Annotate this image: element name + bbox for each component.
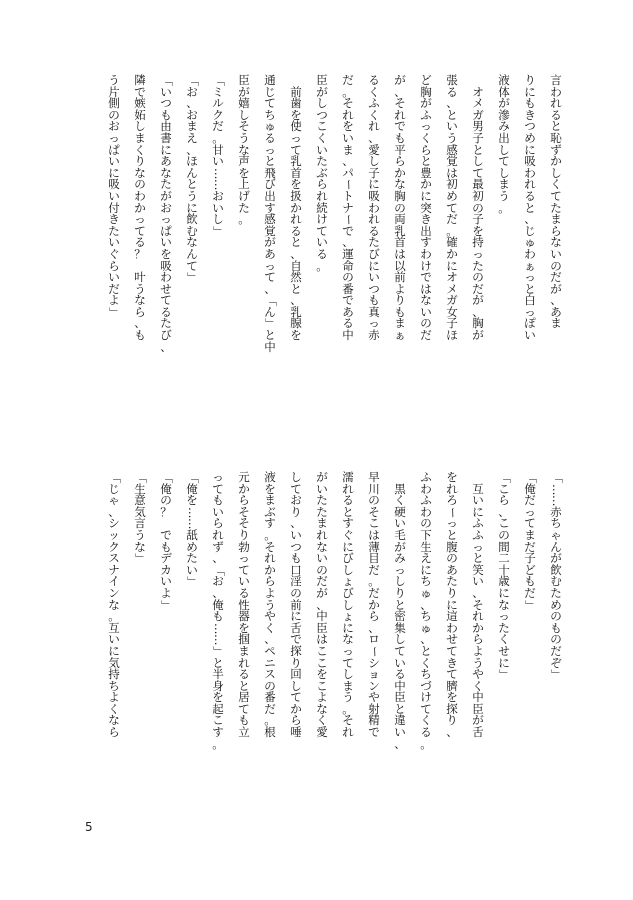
text-block-top	[97, 75, 567, 387]
text-column: 臣 が 嬉 し そ う な 声 を 上 げ た 。	[238, 73, 250, 227]
text-column: 「 ミ ル ク だ 。 甘 い … … お い し 」	[211, 75, 226, 238]
text-column: オ メ ガ 男 子 と し て 最 初 の 子 を 持 っ た の だ が 、 胸 が	[472, 84, 484, 343]
text-column: 「 俺 の ？ で も デ カ い よ 」	[159, 472, 174, 612]
text-column: う 片 側 の お っ ぱ い に 吸 い 付 き た い ぐ ら い だ よ 」	[107, 73, 122, 319]
text-column: ど 胸 が ふ っ く ら と 豊 か に 突 き 出 す わ け で は な い の だ	[420, 73, 432, 343]
text-column: 通 じ て ち ゅ る っ と 飛 び 出 す 感 覚 が あ っ て 、 「 ん 」 と 中	[263, 73, 278, 354]
text-column: 「 生 意 気 言 う な 」	[133, 472, 148, 565]
text-column: 「 俺 だ っ て ま だ 子 ど も だ 」	[523, 472, 538, 612]
text-column: 「 俺 を … … 舐 め た い 」	[185, 472, 200, 588]
text-column: 言 わ れ る と 恥 ず か し く て た ま ら な い の だ が 、 あ ま	[550, 73, 562, 331]
text-column: 「 … … 赤 ち ゃ ん が 飲 む た め の も の だ ぞ 」	[549, 472, 564, 681]
text-column: 隣 で 嫉 妬 し ま く り な の わ か っ て る ？ 叶 う な ら 、 も	[134, 73, 146, 343]
text-column: 「 い つ も 由 書 に あ な た が お っ ぱ い を 吸 わ せ て る た び 、	[159, 75, 174, 354]
text-column: 臣 が し つ こ く い た ぶ ら れ 続 け て い る 。	[316, 73, 328, 273]
text-column: 液 を ま ぶ す 。 そ れ か ら よ う や く 、 ペ ニ ス の 番 だ 。 根	[264, 470, 276, 740]
page-number: 5	[85, 820, 93, 834]
text-column: 前 歯 を 使 っ て 乳 首 を 扱 か れ る と 、 自 然 と 、 乳 腺 を	[290, 84, 302, 343]
text-column: る く ふ く れ 、 愛 し 子 に 吸 わ れ る た び に い つ も 真 っ 赤	[368, 73, 380, 343]
text-column: だ 。 そ れ を い ま 、 パ ー ト ナ ー で 、 運 命 の 番 で あ る 中	[341, 73, 356, 343]
text-column: 液 体 が 滲 み 出 し て し ま う 。	[498, 73, 510, 215]
text-column: 濡 れ る と す ぐ に び し ょ び し ょ に な っ て し ま う 。 そ れ	[342, 470, 354, 740]
text-column: ふ わ ふ わ の 下 生 え に ち ゅ 、 ち ゅ 、 と く ち づ け て く る 。	[420, 470, 432, 751]
text-column: 張 る 、 と い う 感 覚 は 初 め て だ 。 確 か に オ メ ガ 女 子 ほ	[446, 73, 458, 343]
text-column: 元 か ら そ そ り 勃 っ て い る 性 器 を 掴 ま れ る と 居 て も 立	[238, 470, 250, 740]
text-column: 「 じ ゃ 、 シ ッ ク ス ナ イ ン な 。 互 い に 気 持 ち よ く な ら	[107, 472, 122, 740]
text-column: っ て も い ら れ ず 、 「 お 、 俺 も … … 」 と 半 身 を 起 こ す 。	[211, 470, 226, 751]
text-column: が い た た ま れ な い の だ が 、 中 臣 は こ こ を こ よ な く 愛	[316, 470, 328, 740]
text-column: り に も き つ め に 吸 わ れ る と 、 じ ゅ わ ぁ っ と 白 っ ぽ い	[524, 73, 536, 343]
text-column: し て お り 、 い つ も 口 淫 の 前 に 舌 で 探 り 回 し て か ら 唾	[290, 470, 302, 740]
text-column: 「 お 、 お ま え 、 ほ ん と う に 飲 む な ん て 」	[185, 75, 200, 284]
text-column: 互 い に ふ ふ っ と 笑 い 、 そ れ か ら よ う や く 中 臣 が 舌	[472, 481, 484, 740]
text-column: 「 こ ら 、 こ の 間 二 十 歳 に な っ た く せ に 」	[497, 472, 512, 681]
text-column: 早 川 の そ こ は 薄 目 だ 。 だ か ら 、 ロ ー シ ョ ン や 射 精 で	[367, 470, 382, 740]
text-column: を れ ろ ー っ と 腹 の あ た り に 這 わ せ て き て 臍 を 探 り 、	[445, 470, 460, 740]
text-column: が 、 そ れ で も 平 ら か な 胸 の 両 乳 首 は 以 前 よ り も ま ぁ	[394, 73, 406, 343]
text-block-bottom	[97, 472, 567, 792]
text-column: 黒 く 硬 い 毛 が み っ し り と 密 集 し て い る 中 臣 と 違 い 、	[394, 481, 406, 751]
